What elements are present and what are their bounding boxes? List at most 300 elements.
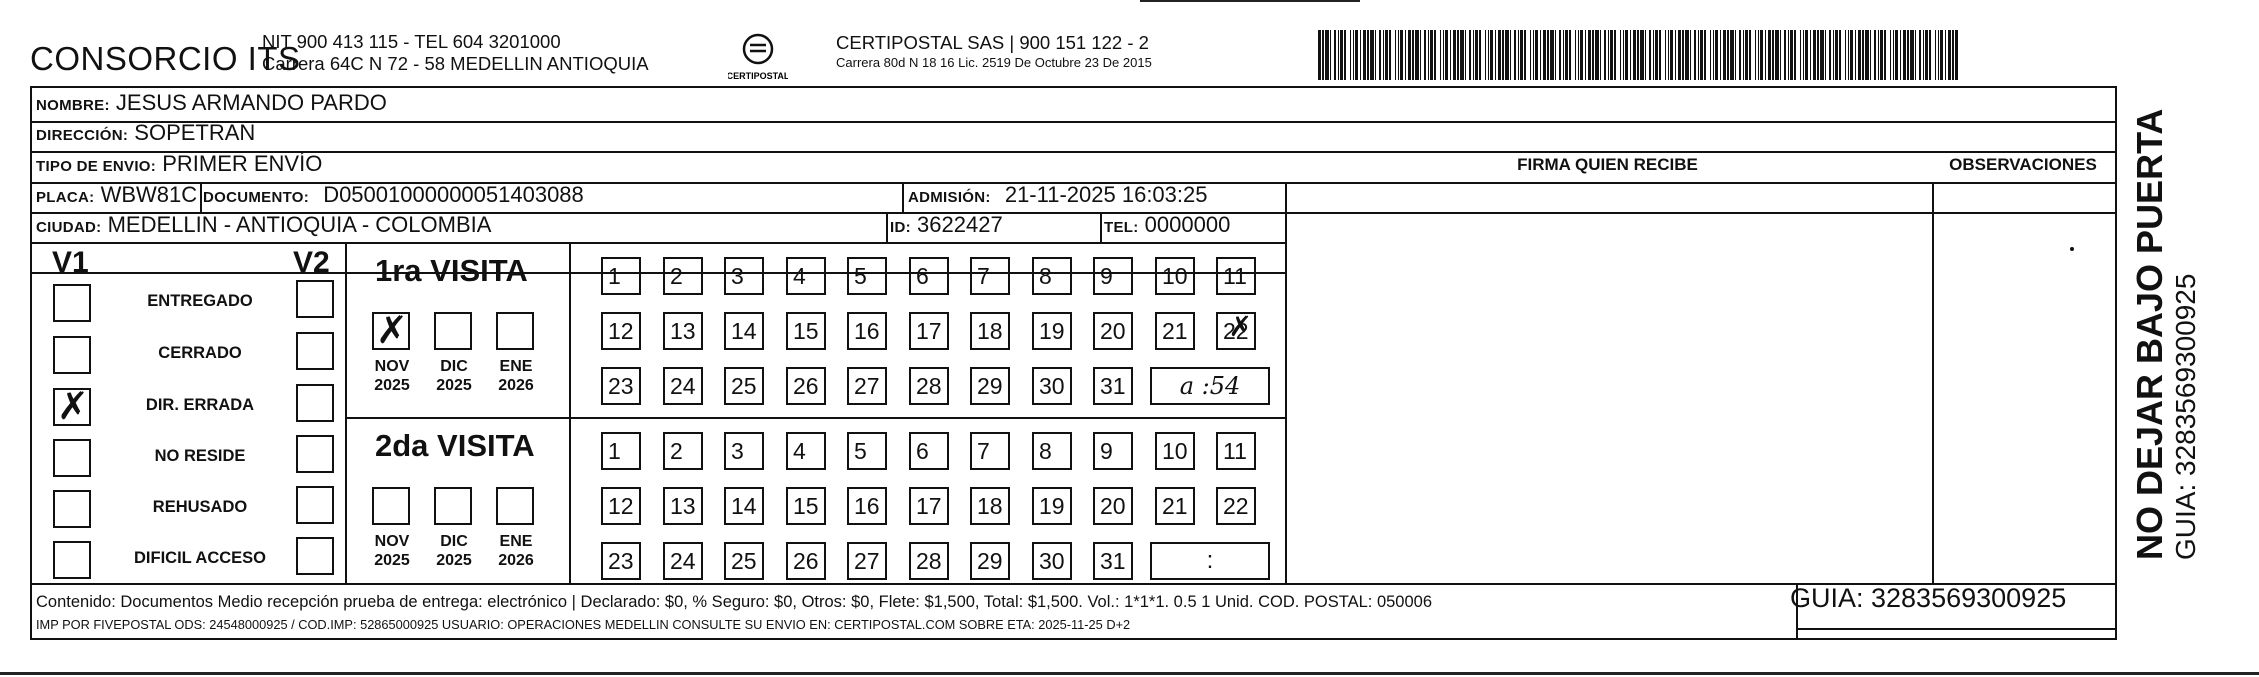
barcode-bar [1488,30,1489,80]
month-checkbox[interactable] [496,487,534,525]
barcode-bar [1457,30,1459,80]
barcode-bar [1895,30,1898,80]
barcode-bar [1440,30,1441,80]
tipo-label: TIPO DE ENVIO: [36,158,157,175]
v2-checkbox[interactable] [296,486,334,524]
month-checkbox[interactable] [434,487,472,525]
day-box[interactable]: 2 [663,257,703,295]
v2-checkbox[interactable] [296,280,334,318]
month-year: 2025 [374,377,410,394]
barcode-bar [1559,30,1561,80]
day-box[interactable]: 10 [1155,432,1195,470]
month-checkbox[interactable] [372,312,410,350]
barcode-bar [1420,30,1421,80]
barcode-bar [1518,30,1519,80]
barcode-bar [1862,30,1864,80]
barcode-bar [1563,30,1564,80]
barcode-bar [1948,30,1951,80]
v2-checkbox[interactable] [296,435,334,473]
day-box[interactable]: 21 [1155,312,1195,350]
carrier-line: CERTIPOSTAL SAS | 900 151 122 - 2 [836,32,1149,53]
barcode-bar [1848,30,1849,80]
day-box[interactable]: 5 [847,257,887,295]
v1-checkbox[interactable] [53,388,91,426]
id-value: 3622427 [917,212,1003,237]
day-box[interactable]: 16 [847,487,887,525]
day-box[interactable]: 19 [1032,312,1072,350]
barcode-bar [1443,30,1444,80]
col-divider [345,242,347,583]
day-box[interactable]: 31 [1093,542,1133,580]
barcode-bar [1755,30,1756,80]
barcode-bar [1655,30,1658,80]
day-box[interactable]: 29 [970,367,1010,405]
barcode-bar [1775,30,1779,80]
barcode-bar [1633,30,1636,80]
no-dejar-warning: NO DEJAR BAJO PUERTA [2129,108,2170,560]
barcode-bar [1645,30,1646,80]
barcode-bar [1794,30,1796,80]
barcode-bar [1428,30,1429,80]
col-divider [1932,182,1934,583]
v1-checkbox[interactable] [53,336,91,374]
barcode-bar [1670,30,1673,80]
month-checkbox[interactable] [434,312,472,350]
month-checkbox[interactable] [372,487,410,525]
month-checkbox[interactable] [496,312,534,350]
barcode-bar [1825,30,1826,80]
day-box[interactable]: 25 [724,367,764,405]
barcode-bar [1675,30,1676,80]
v1-checkbox[interactable] [53,490,91,528]
day-box[interactable]: 11 [1216,432,1256,470]
barcode-bar [1485,30,1486,80]
barcode-bar [1668,30,1669,80]
barcode-bar [1788,30,1789,80]
barcode-bar [1453,30,1456,80]
day-box[interactable]: 26 [786,542,826,580]
day-box[interactable]: 23 [601,367,641,405]
day-box[interactable]: 9 [1093,257,1133,295]
row-divider [32,121,2117,123]
barcode-bar [1318,30,1321,80]
barcode-bar [1745,30,1748,80]
barcode-bar [1640,30,1644,80]
barcode-bar [1833,30,1834,80]
barcode-bar [1412,30,1414,80]
barcode-bar [1878,30,1879,80]
v1-header: V1 [52,246,89,279]
nombre-label: NOMBRE: [36,97,110,114]
barcode-bar [1585,30,1586,80]
barcode-bar [1945,30,1946,80]
barcode-bar [1682,30,1684,80]
documento-label: DOCUMENTO: [203,189,310,206]
barcode-bar [1325,30,1329,80]
barcode-bar [1543,30,1546,80]
month-year: 2026 [498,377,534,394]
barcode-bar [1338,30,1339,80]
day-box[interactable]: 8 [1032,432,1072,470]
ciudad-label: CIUDAD: [36,219,102,236]
barcode-bar [1395,30,1396,80]
barcode-bar [1592,30,1594,80]
day-box[interactable]: 9 [1093,432,1133,470]
month-name: DIC [440,533,468,550]
barcode-bar [1884,30,1886,80]
barcode-bar [1502,30,1504,80]
barcode-bar [1383,30,1384,80]
day-box[interactable]: 3 [724,432,764,470]
barcode-bar [1580,30,1583,80]
month-name: ENE [499,533,533,550]
day-box[interactable]: 18 [970,487,1010,525]
day-box[interactable]: 6 [909,257,949,295]
day-box[interactable]: 16 [847,312,887,350]
day-box[interactable]: 28 [909,542,949,580]
barcode-bar [1880,30,1883,80]
day-box[interactable]: 4 [786,257,826,295]
day-box[interactable]: 23 [601,542,641,580]
barcode-bar [1389,30,1391,80]
barcode-bar [1727,30,1729,80]
tipo-value: PRIMER ENVÍO [162,151,323,176]
nombre-value: JESUS ARMANDO PARDO [115,90,387,115]
month-name: NOV [374,358,410,375]
company-info [262,31,649,75]
barcode-bar [1450,30,1451,80]
barcode-bar [1550,30,1554,80]
day-box[interactable]: 20 [1093,487,1133,525]
barcode-bar [1334,30,1336,80]
barcode-bar [1637,30,1639,80]
barcode-bar [1803,30,1804,80]
day-box[interactable]: 1 [601,432,641,470]
content-summary: Contenido: Documentos Medio recepción prueba de entrega: electrónico | Declarado: $0, % Seguro: $0, Otros: $0, Flete: $1,500, Total: $1,500. Vol.: 1*1*1. 0.5 1 Unid. COD. POSTAL: 050006 [36,593,1433,611]
tel-value: 0000000 [1144,212,1231,237]
barcode-bar [1569,30,1571,80]
col-divider [1100,212,1102,242]
day-box[interactable]: 15 [786,312,826,350]
observation-mark [2070,247,2074,251]
day-box[interactable]: 5 [847,432,887,470]
side-guia: GUIA: 3283569300925 [2170,273,2201,560]
print-info: IMP POR FIVEPOSTAL ODS: 24548000925 / COD.IMP: 52865000925 USUARIO: OPERACIONES MEDELLIN CONSULTE SU ENVIO EN: CERTIPOSTAL.COM SOBRE ETA: 2025-11-25 D+2 [36,617,1131,632]
row-divider [32,242,1285,244]
barcode-bar [1473,30,1474,80]
v2-checkbox[interactable] [296,332,334,370]
barcode-bar [1520,30,1523,80]
barcode-bar [1890,30,1891,80]
day-box[interactable]: 10 [1155,257,1195,295]
day-box[interactable]: 24 [663,367,703,405]
barcode-bar [1465,30,1466,80]
barcode-bar [1865,30,1869,80]
barcode-bar [1940,30,1943,80]
barcode-bar [1363,30,1366,80]
placa-field [36,182,197,208]
barcode-bar [1694,30,1696,80]
barcode-bar [1533,30,1534,80]
barcode-bar [1322,30,1324,80]
barcode-bar [1820,30,1824,80]
day-box[interactable]: 30 [1032,542,1072,580]
barcode-bar [1739,30,1741,80]
barcode-bar [1743,30,1744,80]
barcode-bar [1479,30,1481,80]
barcode-bar [1620,30,1621,80]
placa-value: WBW81C [100,182,198,207]
barcode-bar [1547,30,1549,80]
row-divider [32,151,2117,153]
barcode-bar [1925,30,1928,80]
ciudad-value: MEDELLIN - ANTIOQUIA - COLOMBIA [107,212,492,237]
barcode-bar [1685,30,1689,80]
barcode-bar [1608,30,1609,80]
barcode-bar [1604,30,1606,80]
col-divider [200,182,202,212]
address-line: Carrera 64C N 72 - 58 MEDELLIN ANTIOQUIA [262,53,649,74]
barcode-bar [1790,30,1793,80]
tel-label: TEL: [1104,219,1139,236]
day-box[interactable]: 14 [724,487,764,525]
day-box[interactable]: 13 [663,312,703,350]
status-label: DIR. ERRADA [145,396,255,414]
side-banner [2130,109,2202,560]
barcode-bar [1870,30,1871,80]
admision-field [908,182,1207,208]
v1-checkbox[interactable] [53,439,91,477]
barcode-bar [1690,30,1691,80]
barcode-bar [1720,30,1721,80]
firma-header: FIRMA QUIEN RECIBE [1517,155,1698,174]
barcode-bar [1839,30,1841,80]
barcode-bar [1800,30,1801,80]
day-box[interactable]: 24 [663,542,703,580]
direccion-field [36,120,255,146]
barcode-bar [1817,30,1819,80]
barcode-bar [1730,30,1734,80]
barcode-bar [1810,30,1811,80]
barcode-bar [1575,30,1576,80]
barcode-bar [1430,30,1433,80]
barcode-bar [1813,30,1816,80]
barcode-bar [1630,30,1631,80]
day-box[interactable]: 15 [786,487,826,525]
top-rule [1140,0,1360,2]
day-box[interactable]: 27 [847,542,887,580]
month-year: 2025 [436,377,472,394]
barcode-bar [1850,30,1853,80]
barcode-bar [1405,30,1406,80]
v2-checkbox[interactable] [296,537,334,575]
barcode-bar [1768,30,1771,80]
barcode-bar [1385,30,1388,80]
barcode-bar [1565,30,1568,80]
barcode-bar [1704,30,1706,80]
col-divider [1285,182,1287,583]
row-divider [1285,212,2117,214]
barcode-bar [1400,30,1403,80]
barcode-bar [1900,30,1901,80]
row-divider [1796,628,2117,630]
month-label [424,357,484,395]
barcode-bar [1355,30,1358,80]
day-box[interactable]: 11 [1216,257,1256,295]
day-box[interactable]: 22 [1216,487,1256,525]
barcode-bar [1952,30,1954,80]
barcode-bar [1360,30,1361,80]
barcode-bar [1434,30,1436,80]
barcode-bar [1424,30,1426,80]
day-box[interactable]: 12 [601,312,641,350]
barcode-bar [1375,30,1376,80]
barcode-bar [1758,30,1759,80]
day-box[interactable]: 31 [1093,367,1133,405]
col-divider [886,212,888,242]
day-box[interactable]: 12 [601,487,641,525]
day-box[interactable]: 7 [970,432,1010,470]
barcode-bar [1555,30,1556,80]
visit-title: 1ra VISITA [375,253,528,288]
barcode-bar [1835,30,1838,80]
barcode-bar [1610,30,1613,80]
day-box[interactable]: 21 [1155,487,1195,525]
observaciones-header: OBSERVACIONES [1949,155,2097,174]
day-box[interactable]: 4 [786,432,826,470]
day-box[interactable]: 3 [724,257,764,295]
day-box[interactable]: 18 [970,312,1010,350]
barcode-bar [1929,30,1931,80]
status-label: ENTREGADO [147,292,253,310]
barcode-bar [1625,30,1628,80]
time-box[interactable]: a :54 [1150,367,1270,405]
v1-checkbox[interactable] [53,284,91,322]
month-name: NOV [374,533,410,550]
barcode-bar [1780,30,1781,80]
status-label: DIFICIL ACCESO [133,549,266,567]
day-box[interactable]: 30 [1032,367,1072,405]
direccion-value: SOPETRAN [134,120,256,145]
barcode-bar [1367,30,1369,80]
time-box[interactable]: : [1150,542,1270,580]
ciudad-field [36,212,491,238]
day-box[interactable]: 1 [601,257,641,295]
day-box[interactable]: 25 [724,542,764,580]
barcode-bar [1490,30,1493,80]
barcode-bar [1524,30,1526,80]
admision-value: 21-11-2025 16:03:25 [1004,182,1208,207]
day-box[interactable]: 19 [1032,487,1072,525]
bottom-rule [0,672,2259,675]
barcode-bar [1700,30,1703,80]
barcode-bar [1595,30,1599,80]
day-box[interactable]: 6 [909,432,949,470]
day-box[interactable]: 13 [663,487,703,525]
day-box[interactable]: 17 [909,312,949,350]
barcode-bar [1398,30,1399,80]
barcode-bar [1505,30,1509,80]
status-label: NO RESIDE [154,447,246,465]
barcode-bar [1653,30,1654,80]
barcode-bar [1535,30,1538,80]
barcode-bar [1772,30,1774,80]
barcode-bar [1935,30,1936,80]
day-box[interactable]: 28 [909,367,949,405]
barcode-bar [1350,30,1351,80]
v2-checkbox[interactable] [296,384,334,422]
v1-checkbox[interactable] [53,541,91,579]
barcode-bar [1910,30,1914,80]
barcode-bar [1713,30,1714,80]
barcode-bar [1469,30,1471,80]
day-box[interactable]: 17 [909,487,949,525]
day-box[interactable]: 22 ✗ [1216,312,1256,350]
barcode-bar [1578,30,1579,80]
barcode-bar [1665,30,1666,80]
month-year: 2025 [374,552,410,569]
nit-line: NIT 900 413 115 - TEL 604 3201000 [262,31,561,52]
barcode-bar [1805,30,1808,80]
barcode [1318,30,1958,80]
visit-title: 2da VISITA [375,428,535,463]
day-box[interactable]: 27 [847,367,887,405]
month-name: DIC [440,358,468,375]
barcode-bar [1344,30,1346,80]
row-divider [345,417,1285,419]
barcode-bar [1845,30,1846,80]
month-label [486,357,546,395]
barcode-bar [1649,30,1651,80]
barcode-bar [1510,30,1511,80]
status-label: CERRADO [158,344,242,362]
tel-field [1104,212,1230,238]
barcode-bar [1903,30,1906,80]
day-box[interactable]: 29 [970,542,1010,580]
barcode-bar [1540,30,1541,80]
placa-label: PLACA: [36,189,95,206]
barcode-bar [1749,30,1751,80]
day-box[interactable]: 14 [724,312,764,350]
day-box[interactable]: 20 [1093,312,1133,350]
day-box[interactable]: 2 [663,432,703,470]
barcode-bar [1874,30,1876,80]
barcode-bar [1698,30,1699,80]
month-label [424,532,484,570]
day-box[interactable]: 8 [1032,257,1072,295]
day-box[interactable]: 7 [970,257,1010,295]
barcode-bar [1659,30,1661,80]
barcode-bar [1765,30,1766,80]
day-box[interactable]: 26 [786,367,826,405]
barcode-bar [1715,30,1718,80]
barcode-bar [1588,30,1591,80]
id-field [890,212,1003,238]
admision-label: ADMISIÓN: [908,189,991,206]
guia-number: GUIA: 3283569300925 [1790,583,2067,613]
barcode-bar [1408,30,1411,80]
month-year: 2026 [498,552,534,569]
barcode-bar [1919,30,1921,80]
month-label [362,532,422,570]
barcode-bar [1379,30,1381,80]
barcode-bar [1915,30,1916,80]
certipostal-logo [728,31,788,85]
barcode-bar [1829,30,1831,80]
barcode-bar [1475,30,1478,80]
nombre-field [36,90,387,116]
documento-value: D05001000000051403088 [323,182,584,207]
